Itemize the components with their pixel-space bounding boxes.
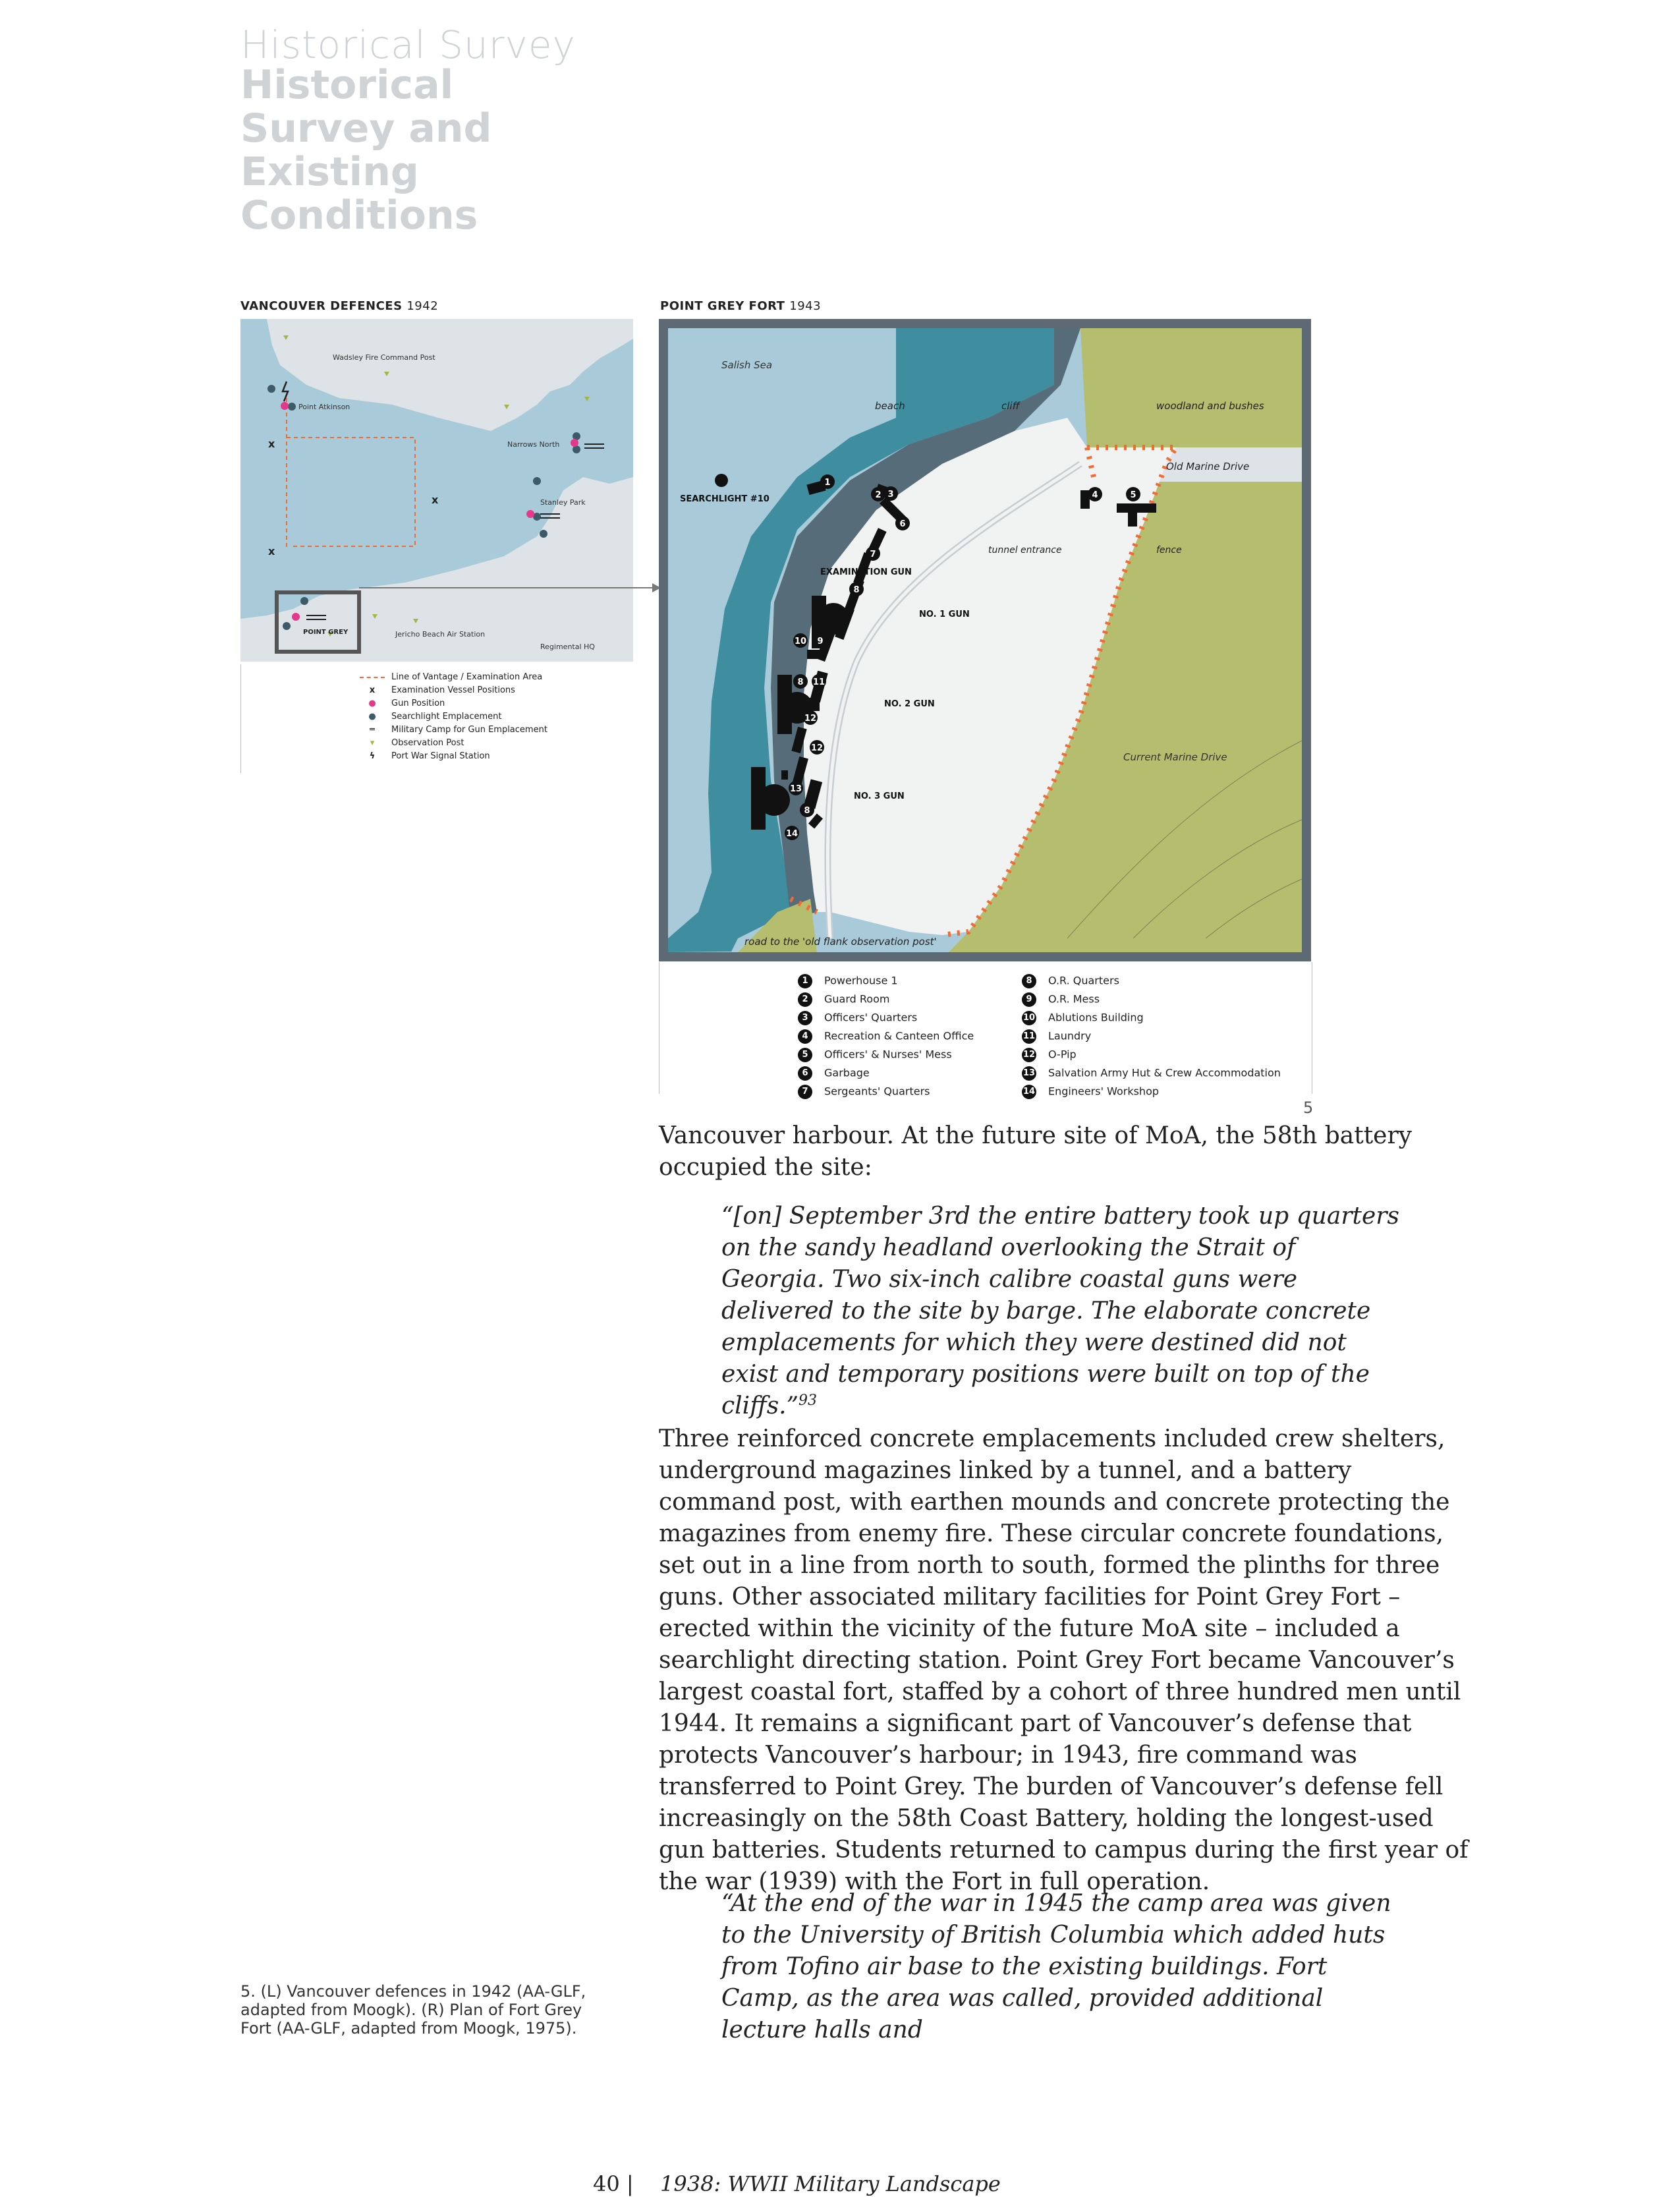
svg-text:x: x bbox=[268, 545, 275, 557]
block-quote-1-text: “[on] September 3rd the entire battery took up quarters on the sandy headland overlooking the Strait of Georgia. Two six-inch calibre coastal guns were delivered to the site by barge. The elaborate concrete emplacements for which they were destined did not exist and temporary positions were built on top of the cliffs.” bbox=[721, 1203, 1399, 1419]
legend-engineers-workshop: Engineers' Workshop bbox=[1048, 1085, 1160, 1098]
svg-text:10: 10 bbox=[794, 637, 807, 646]
map-label-exam-gun: EXAMINATION GUN bbox=[820, 567, 912, 577]
vancouver-defences-map bbox=[240, 319, 633, 662]
legend-recreation: Recreation & Canteen Office bbox=[824, 1029, 974, 1042]
map-label-stanley-park: Stanley Park bbox=[540, 498, 586, 507]
legend-num-13: 13 bbox=[1022, 1066, 1036, 1081]
paragraph-1: Vancouver harbour. At the future site of MoA, the 58th battery occupied the site: bbox=[659, 1122, 1413, 1181]
left-figure-title-bold: VANCOUVER DEFENCES bbox=[240, 299, 403, 313]
svg-text:7: 7 bbox=[870, 550, 876, 559]
legend-observation-post: Observation Post bbox=[391, 738, 464, 748]
section-header-light: Historical Survey bbox=[240, 22, 576, 67]
page-number: 40 | bbox=[593, 2171, 634, 2196]
svg-text:12: 12 bbox=[804, 714, 817, 724]
legend-num-11: 11 bbox=[1022, 1029, 1036, 1044]
legend-port-war-signal: Port War Signal Station bbox=[391, 751, 490, 761]
right-figure-title-bold: POINT GREY FORT bbox=[660, 299, 785, 313]
connector-arrow bbox=[359, 581, 662, 594]
legend-num-2: 2 bbox=[798, 992, 812, 1007]
footnote-ref-93: 93 bbox=[798, 1392, 818, 1409]
legend-sergeants-quarters: Sergeants' Quarters bbox=[824, 1085, 930, 1098]
legend-o-pip: O-Pip bbox=[1048, 1048, 1077, 1061]
paragraph-2: Three reinforced concrete emplacements included crew shelters, underground magazines linked by a tunnel, and a battery command post, with earthen mounds and concrete protecting the magazines from enemy fire. These circular concrete foundations, set out in a line from north to south, formed the plinths for three guns. Other associated military facilities for Point Grey Fort – erected within the vicinity of the future MoA site – included a searchlight directing station. Point Grey Fort became Vancouver’s largest coastal fort, staffed by a cohort of three hundred men until 1944. It remains a significant part of Vancouver’s defense that protects Vancouver’s harbour; in 1943, fire command was transferred to Point Grey. The burden of Vancouver’s defense fell increasingly on the 58th Coast Battery, holding the longest-used gun batteries. Students returned to campus during the first year of the war (1939) with the Fort in full operation. bbox=[659, 1425, 1469, 1895]
svg-text:9: 9 bbox=[817, 637, 824, 646]
legend-officers-mess: Officers' & Nurses' Mess bbox=[824, 1048, 952, 1061]
svg-text:8: 8 bbox=[804, 806, 810, 816]
point-grey-fort-map bbox=[659, 319, 1311, 961]
legend-exam-vessel: Examination Vessel Positions bbox=[391, 685, 515, 695]
map-label-gun3: NO. 3 GUN bbox=[854, 791, 905, 801]
svg-text:13: 13 bbox=[789, 784, 802, 794]
legend-num-10: 10 bbox=[1022, 1011, 1036, 1025]
map-label-gun1: NO. 1 GUN bbox=[919, 610, 970, 619]
legend-num-7: 7 bbox=[798, 1085, 812, 1099]
legend-salvation-army: Salvation Army Hut & Crew Accommodation bbox=[1048, 1066, 1281, 1079]
legend-num-5: 5 bbox=[798, 1048, 812, 1062]
map-label-current-marine-drive: Current Marine Drive bbox=[1123, 751, 1227, 763]
legend-officers-quarters: Officers' Quarters bbox=[824, 1011, 918, 1024]
svg-text:8: 8 bbox=[797, 677, 804, 687]
legend-military-camp: Military Camp for Gun Emplacement bbox=[391, 725, 547, 735]
svg-text:8: 8 bbox=[853, 585, 860, 595]
page-number-text: 40 bbox=[593, 2171, 620, 2196]
legend-num-14: 14 bbox=[1022, 1085, 1036, 1099]
svg-text:3: 3 bbox=[887, 490, 894, 499]
section-header-bold: Historical Survey and Existing Conditions bbox=[240, 62, 492, 239]
map-label-tunnel: tunnel entrance bbox=[988, 545, 1062, 556]
svg-text:4: 4 bbox=[1092, 490, 1098, 500]
legend-garbage: Garbage bbox=[824, 1066, 870, 1079]
svg-text:14: 14 bbox=[785, 829, 798, 839]
block-quote-1 bbox=[721, 1201, 1400, 1422]
svg-text:x: x bbox=[268, 438, 275, 450]
figure-caption: 5. (L) Vancouver defences in 1942 (AA-GLF, adapted from Moogk). (R) Plan of Fort Grey Fort (AA-GLF, adapted from Moogk, 1975). bbox=[240, 1982, 586, 2038]
map-label-cliff: cliff bbox=[1001, 400, 1020, 412]
legend-num-1: 1 bbox=[798, 974, 812, 988]
legend-num-9: 9 bbox=[1022, 992, 1036, 1007]
left-figure-title-year: 1942 bbox=[406, 299, 439, 313]
svg-text:12: 12 bbox=[810, 743, 824, 753]
legend-or-mess: O.R. Mess bbox=[1048, 992, 1100, 1006]
legend-powerhouse: Powerhouse 1 bbox=[824, 974, 898, 987]
map-label-point-grey: POINT GREY bbox=[303, 629, 349, 636]
svg-text:2: 2 bbox=[875, 490, 882, 500]
map-label-regimental: Regimental HQ bbox=[540, 642, 595, 651]
legend-ablutions: Ablutions Building bbox=[1048, 1011, 1144, 1024]
legend-guard-room: Guard Room bbox=[824, 992, 890, 1006]
right-legend bbox=[659, 962, 1312, 1098]
map-label-wadsley: Wadsley Fire Command Post bbox=[333, 353, 435, 362]
legend-num-8: 8 bbox=[1022, 974, 1036, 988]
map-label-searchlight: SEARCHLIGHT #10 bbox=[680, 494, 770, 504]
legend-num-4: 4 bbox=[798, 1029, 812, 1044]
legend-num-6: 6 bbox=[798, 1066, 812, 1081]
left-legend: Line of Vantage / Examination Area x Examination Vessel Positions ● Gun Position ● Searchlight Emplacement ═ Military Camp for Gun Emplacement ▾ Observation Post ϟ Port War Signal Station bbox=[240, 664, 634, 773]
map-label-fence: fence bbox=[1156, 545, 1182, 556]
map-label-salish-sea: Salish Sea bbox=[721, 359, 773, 371]
map-label-beach: beach bbox=[875, 400, 905, 412]
left-figure-title bbox=[240, 299, 438, 313]
legend-line-of-vantage: Line of Vantage / Examination Area bbox=[391, 672, 543, 682]
legend-gun-position: Gun Position bbox=[391, 699, 445, 708]
figure-number: 5 bbox=[1303, 1098, 1314, 1117]
svg-text:x: x bbox=[432, 494, 439, 506]
svg-text:5: 5 bbox=[1130, 490, 1136, 500]
map-label-woodland: woodland and bushes bbox=[1156, 400, 1264, 412]
legend-or-quarters: O.R. Quarters bbox=[1048, 974, 1119, 987]
svg-text:6: 6 bbox=[899, 519, 906, 529]
right-figure-title bbox=[660, 299, 821, 313]
svg-text:1: 1 bbox=[824, 478, 831, 488]
svg-text:11: 11 bbox=[812, 677, 826, 687]
map-label-road: road to the 'old flank observation post' bbox=[744, 936, 937, 948]
right-figure-title-year: 1943 bbox=[789, 299, 822, 313]
legend-searchlight: Searchlight Emplacement bbox=[391, 712, 502, 722]
legend-laundry: Laundry bbox=[1048, 1029, 1092, 1042]
map-label-gun2: NO. 2 GUN bbox=[884, 699, 935, 709]
legend-num-12: 12 bbox=[1022, 1048, 1036, 1062]
map-label-old-marine-drive: Old Marine Drive bbox=[1166, 461, 1250, 472]
map-label-narrows-north: Narrows North bbox=[507, 440, 560, 449]
map-label-jericho: Jericho Beach Air Station bbox=[395, 630, 486, 639]
map-label-point-atkinson: Point Atkinson bbox=[298, 403, 350, 411]
legend-num-3: 3 bbox=[798, 1011, 812, 1025]
block-quote-2: “At the end of the war in 1945 the camp area was given to the University of British Columbia which added huts from Tofino air base to the existing buildings. Fort Camp, as the area was called, provided additional lecture halls and bbox=[721, 1890, 1391, 2043]
footer-section-title: 1938: WWII Military Landscape bbox=[660, 2171, 1001, 2196]
